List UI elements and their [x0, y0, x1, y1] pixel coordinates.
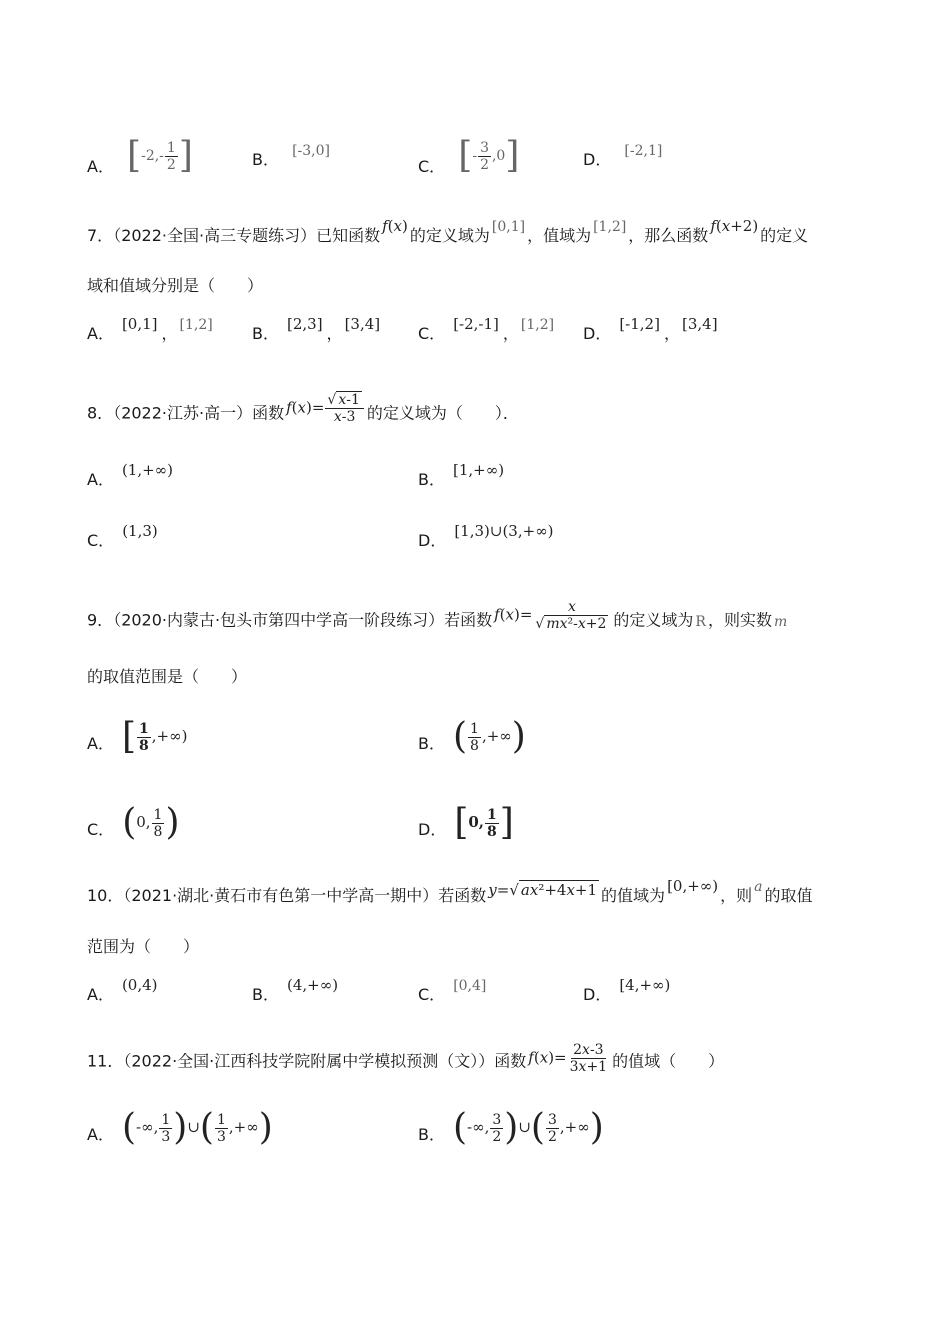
- q8-text-2: 的定义域为（ ）．: [366, 403, 519, 423]
- option-label: A．: [87, 324, 114, 343]
- q11-text-1: 函数: [494, 1051, 527, 1071]
- q9-option-c[interactable]: [87, 802, 180, 849]
- math-interval: [-2,- $\frac{1}{2}$ ]: [127, 135, 193, 176]
- math-variable-a: a: [754, 879, 763, 895]
- math-interval: [4,+∞): [619, 976, 671, 994]
- math-interval: [1,2]: [520, 317, 555, 333]
- option-label: B．: [418, 1125, 445, 1144]
- question-number: 9．: [87, 610, 114, 630]
- math-interval: [-2,-1]: [453, 315, 499, 333]
- math-function-definition: y=√ ax²+4x+1: [488, 881, 598, 899]
- math-interval-union: (-∞, $\frac{3}{2}$ )∪( $\frac{3}{2}$ ,+∞): [452, 1107, 604, 1148]
- math-interval: [- $\frac{3}{2}$ ,0]: [458, 135, 520, 176]
- math-interval: [-2,1]: [624, 143, 663, 159]
- q10-stem-line2: 范围为（ ）: [87, 937, 200, 956]
- option-label: A．: [87, 734, 114, 753]
- q10-option-d[interactable]: [583, 976, 671, 1005]
- math-interval: (0,4): [121, 976, 158, 994]
- q7-option-b[interactable]: B． [2,3] ， [3,4]: [252, 315, 381, 343]
- q7-text-3: ，值域为: [527, 226, 592, 245]
- q7-option-d[interactable]: D． [-1,2] ， [3,4]: [583, 315, 718, 343]
- q9-option-a[interactable]: [87, 716, 188, 763]
- q9-stem: [87, 599, 788, 638]
- question-source: （2022·全国·江西科技学院附属中学模拟预测（文））: [123, 1051, 495, 1071]
- math-interval: [2,3]: [286, 315, 323, 333]
- question-source: （2020·内蒙古·包头市第四中学高一阶段练习）: [113, 610, 445, 630]
- math-fx: f(x): [382, 217, 408, 235]
- q6-option-b[interactable]: [252, 143, 330, 171]
- q11-text-2: 的值域（ ）: [612, 1051, 725, 1071]
- math-function-definition: f(x)= $\frac{√ x-1}{x-3}$: [286, 392, 365, 425]
- q10-stem: [87, 877, 813, 907]
- q11-option-b[interactable]: [418, 1107, 604, 1154]
- question-number: 8．: [87, 403, 114, 423]
- option-label: D．: [583, 985, 612, 1004]
- q11-stem: [87, 1042, 725, 1079]
- math-fx-plus-2: f(x+2): [710, 217, 759, 235]
- option-label: A．: [87, 157, 114, 176]
- math-interval: ( $\frac{1}{8}$ ,+∞): [452, 716, 526, 757]
- question-number: 10．: [87, 886, 124, 905]
- option-label: B．: [252, 985, 279, 1004]
- q7-text-2: 的定义域为: [409, 226, 490, 245]
- q6-option-c[interactable]: [418, 135, 520, 186]
- math-interval: [3,4]: [344, 315, 381, 333]
- question-source: （2022·江苏·高一）: [113, 403, 253, 423]
- option-label: D．: [418, 820, 447, 839]
- option-label: C．: [87, 531, 115, 550]
- math-interval: [-3,0]: [292, 143, 330, 159]
- option-label: C．: [418, 324, 446, 343]
- q11-option-a[interactable]: [87, 1107, 273, 1154]
- math-interval: [1,+∞): [452, 461, 505, 479]
- math-interval: (1,3): [122, 522, 158, 540]
- q7-stem: [87, 217, 809, 247]
- math-real-numbers: R: [695, 613, 706, 630]
- question-source: （2022·全国·高三专题练习）: [113, 226, 317, 245]
- q9-option-b[interactable]: [418, 716, 526, 763]
- q8-option-d[interactable]: [418, 522, 554, 551]
- math-interval: (0, $\frac{1}{8}$ ): [122, 802, 180, 843]
- math-function-definition: f(x)= $\frac{2x-3}{3x+1}$: [528, 1042, 608, 1075]
- q8-option-c[interactable]: [87, 522, 158, 551]
- math-interval: [ $\frac{1}{8}$ ,+∞): [121, 716, 188, 757]
- math-interval: [0,+∞): [667, 877, 719, 895]
- q10-text-3: ，则: [720, 886, 753, 905]
- math-interval: [1,3)∪(3,+∞): [454, 522, 554, 540]
- option-label: B．: [252, 324, 279, 343]
- math-interval: [1,2]: [179, 317, 213, 333]
- q9-text-2: 的定义域为: [613, 610, 694, 630]
- q10-option-b[interactable]: [252, 976, 339, 1005]
- q10-text-1: 若函数: [438, 886, 487, 905]
- option-label: C．: [418, 157, 446, 176]
- q9-stem-line2: 的取值范围是（ ）: [87, 667, 248, 686]
- option-label: A．: [87, 1125, 114, 1144]
- q9-text-3: ，则实数: [707, 610, 772, 630]
- question-number: 7．: [87, 226, 114, 245]
- math-interval: [3,4]: [681, 315, 718, 333]
- math-interval: [0,4]: [453, 978, 487, 994]
- math-interval: [0,1]: [121, 315, 158, 333]
- q8-text-1: 函数: [252, 403, 285, 423]
- option-label: A．: [87, 985, 114, 1004]
- q7-text-5: 的定义: [760, 226, 809, 245]
- math-interval: [0, $\frac{1}{8}$ ]: [454, 802, 514, 843]
- q8-option-a[interactable]: [87, 461, 174, 490]
- q6-option-a[interactable]: [87, 135, 193, 186]
- q7-text-4: ，那么函数: [628, 226, 709, 245]
- q8-stem: [87, 392, 519, 431]
- math-function-definition: f(x)= $\frac{x}{\text{√ mx²-x+2}}$: [494, 599, 607, 632]
- math-interval: [0,1]: [491, 219, 526, 235]
- math-interval: [-1,2]: [619, 315, 660, 333]
- option-label: D．: [583, 150, 612, 169]
- q7-option-c[interactable]: C． [-2,-1] ， [1,2]: [418, 315, 555, 343]
- math-interval-union: (-∞, $\frac{1}{3}$ )∪( $\frac{1}{3}$ ,+∞): [121, 1107, 273, 1148]
- option-label: A．: [87, 470, 114, 489]
- option-label: B．: [418, 470, 445, 489]
- q10-option-c[interactable]: [418, 978, 487, 1006]
- q8-option-b[interactable]: [418, 461, 505, 490]
- math-variable-m: m: [773, 613, 788, 630]
- option-label: C．: [418, 985, 446, 1004]
- q10-text-2: 的值域为: [601, 886, 666, 905]
- q10-option-a[interactable]: [87, 976, 158, 1005]
- option-label: D．: [583, 324, 612, 343]
- option-label: B．: [418, 734, 445, 753]
- math-interval: (1,+∞): [121, 461, 174, 479]
- question-number: 11．: [87, 1051, 124, 1071]
- q6-option-d[interactable]: [583, 143, 663, 171]
- q9-text-1: 若函数: [444, 610, 493, 630]
- question-source: （2021·湖北·黄石市有色第一中学高一期中）: [123, 886, 439, 905]
- q7-text-1: 已知函数: [316, 226, 381, 245]
- q7-option-a[interactable]: A． [0,1] ， [1,2]: [87, 315, 213, 343]
- option-label: B．: [252, 150, 279, 169]
- q9-option-d[interactable]: [418, 802, 514, 849]
- q7-stem-line2: 域和值域分别是（ ）: [87, 276, 264, 295]
- math-interval: (4,+∞): [286, 976, 339, 994]
- option-label: D．: [418, 531, 447, 550]
- q10-text-4: 的取值: [764, 886, 813, 905]
- math-interval: [1,2]: [593, 219, 627, 235]
- option-label: C．: [87, 820, 115, 839]
